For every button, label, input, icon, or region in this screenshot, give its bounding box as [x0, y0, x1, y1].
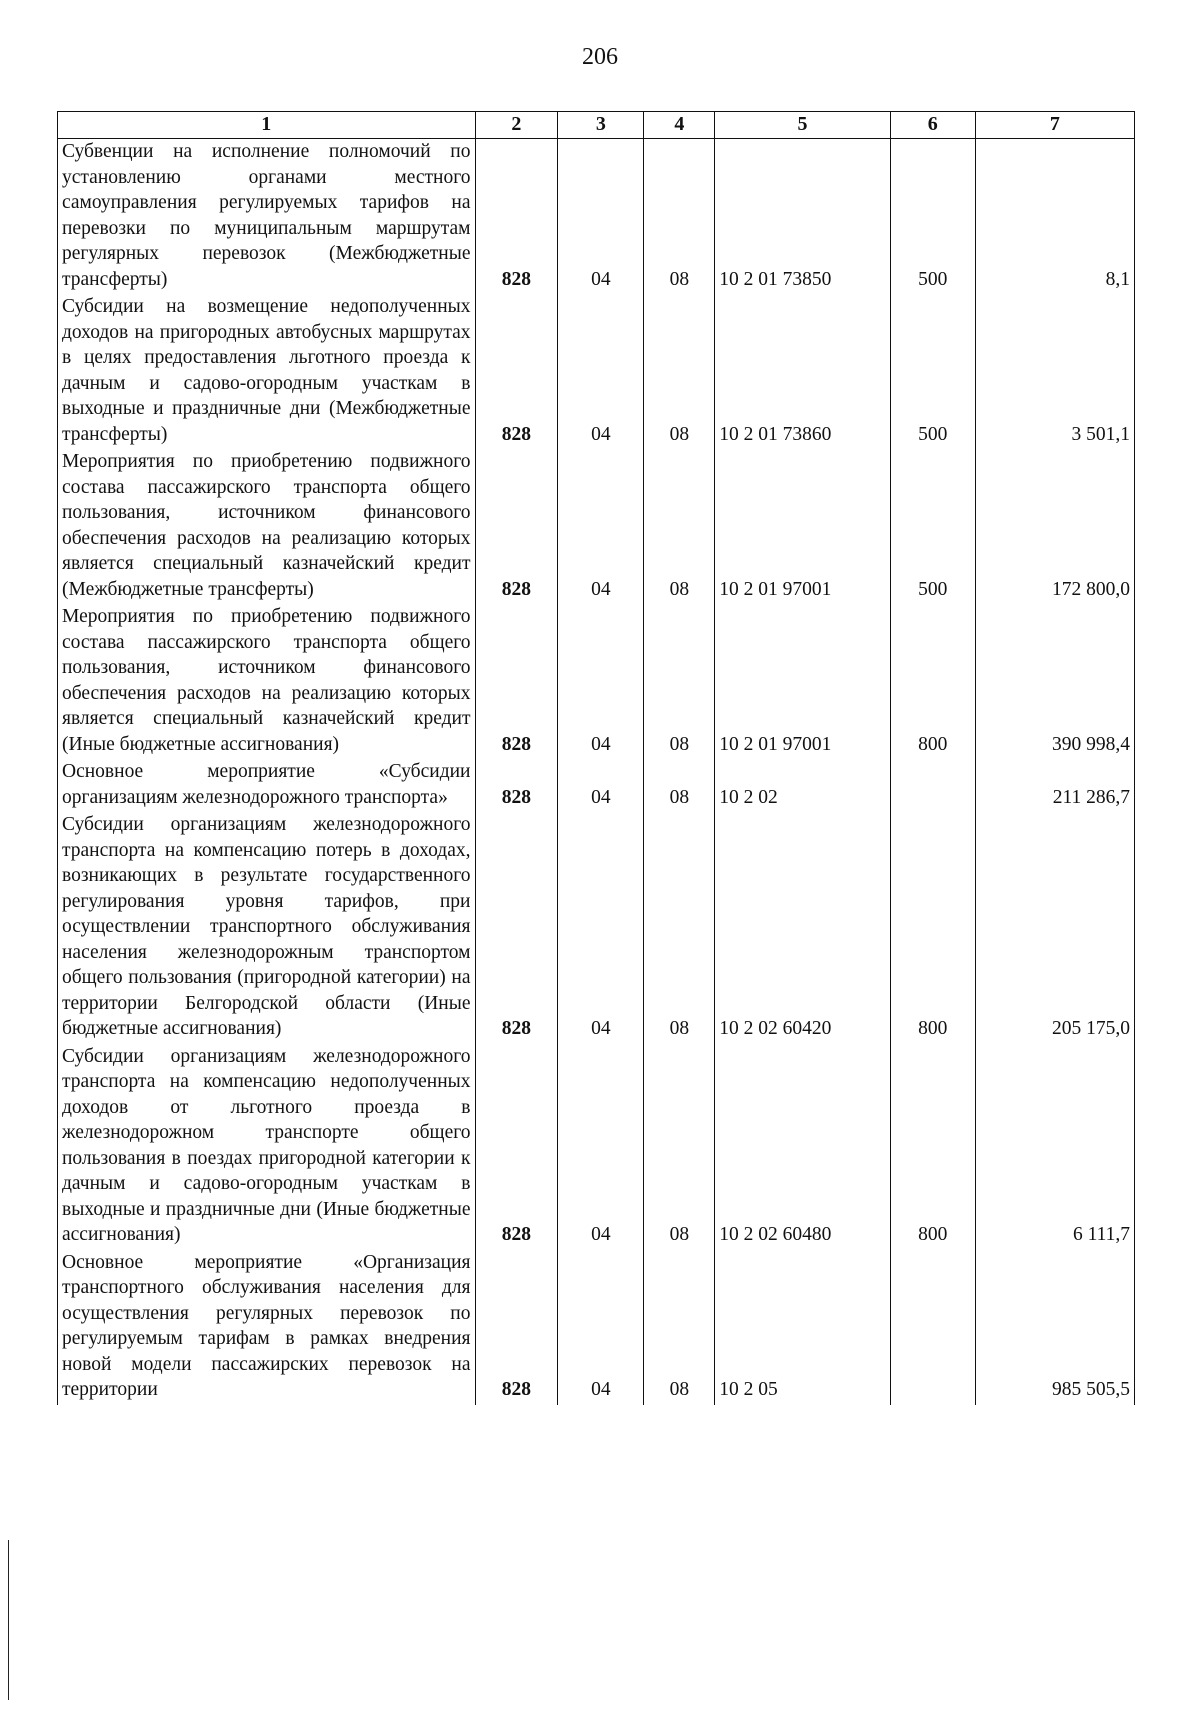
- row-expense-type: [890, 1250, 975, 1405]
- header-col-3: 3: [558, 112, 644, 139]
- row-section: 04: [558, 1250, 644, 1405]
- table-row: [58, 449, 1135, 604]
- row-description: Субсидии на возмещение недополученных доходов на пригородных автобусных маршрутах в целях предоставления льготного проезда к дачным и садово-огородным участкам в выходные и праздничные дни (Межбюджетные трансферты): [58, 294, 476, 449]
- row-expense-type: 800: [890, 812, 975, 1044]
- header-col-1: 1: [58, 112, 476, 139]
- scan-margin-line: [8, 1540, 9, 1700]
- row-ministry-code: 828: [475, 604, 558, 759]
- row-expense-type: 500: [890, 294, 975, 449]
- row-ministry-code: 828: [475, 449, 558, 604]
- row-section: 04: [558, 604, 644, 759]
- row-section: 04: [558, 812, 644, 1044]
- table-row: [58, 1044, 1135, 1250]
- row-ministry-code: 828: [475, 1250, 558, 1405]
- header-col-7: 7: [975, 112, 1134, 139]
- table-row: [58, 604, 1135, 759]
- header-col-5: 5: [715, 112, 891, 139]
- row-article: 10 2 01 97001: [715, 604, 891, 759]
- row-expense-type: 500: [890, 139, 975, 295]
- row-description: Субсидии организациям железнодорожного транспорта на компенсацию потерь в доходах, возникающих в результате государственного регулирования уровня тарифов, при осуществлении транспортного обслуживания населения железнодорожным транспортом общего пользования (пригородной категории) на территории Белгородской области (Иные бюджетные ассигнования): [58, 812, 476, 1044]
- row-section: 04: [558, 139, 644, 295]
- row-description: Мероприятия по приобретению подвижного состава пассажирского транспорта общего пользования, источником финансового обеспечения расходов на реализацию которых является специальный казначейский кредит (Иные бюджетные ассигнования): [58, 604, 476, 759]
- row-section: 04: [558, 294, 644, 449]
- row-section: 04: [558, 759, 644, 812]
- row-ministry-code: 828: [475, 139, 558, 295]
- row-section: 04: [558, 449, 644, 604]
- header-row: [58, 112, 1135, 139]
- row-amount: 8,1: [975, 139, 1134, 295]
- table-row: [58, 139, 1135, 295]
- table-row: [58, 812, 1135, 1044]
- row-ministry-code: 828: [475, 1044, 558, 1250]
- row-article: 10 2 01 73860: [715, 294, 891, 449]
- header-col-6: 6: [890, 112, 975, 139]
- row-article: 10 2 02 60480: [715, 1044, 891, 1250]
- row-expense-type: [890, 759, 975, 812]
- row-subsection: 08: [644, 759, 715, 812]
- row-subsection: 08: [644, 812, 715, 1044]
- row-article: 10 2 02: [715, 759, 891, 812]
- row-subsection: 08: [644, 1250, 715, 1405]
- row-subsection: 08: [644, 449, 715, 604]
- table-row: [58, 294, 1135, 449]
- row-amount: 205 175,0: [975, 812, 1134, 1044]
- row-subsection: 08: [644, 139, 715, 295]
- table-row: [58, 1250, 1135, 1405]
- row-article: 10 2 01 73850: [715, 139, 891, 295]
- row-amount: 211 286,7: [975, 759, 1134, 812]
- row-description: Субсидии организациям железнодорожного транспорта на компенсацию недополученных доходов от льготного проезда в железнодорожном транспорте общего пользования в поездах пригородной категории к дачным и садово-огородным участкам в выходные и праздничные дни (Иные бюджетные ассигнования): [58, 1044, 476, 1250]
- row-subsection: 08: [644, 1044, 715, 1250]
- row-expense-type: 800: [890, 1044, 975, 1250]
- row-ministry-code: 828: [475, 294, 558, 449]
- page-number: 206: [582, 44, 618, 70]
- row-amount: 6 111,7: [975, 1044, 1134, 1250]
- row-ministry-code: 828: [475, 759, 558, 812]
- row-description: Основное мероприятие «Субсидии организациям железнодорожного транспорта»: [58, 759, 476, 812]
- row-subsection: 08: [644, 294, 715, 449]
- table-body: [58, 139, 1135, 1405]
- row-description: Основное мероприятие «Организация транспортного обслуживания населения для осуществления регулярных перевозок по регулируемым тарифам в рамках внедрения новой модели пассажирских перевозок на территории: [58, 1250, 476, 1405]
- table-header: [58, 112, 1135, 139]
- budget-table: [57, 111, 1135, 1405]
- header-col-4: 4: [644, 112, 715, 139]
- header-col-2: 2: [475, 112, 558, 139]
- row-ministry-code: 828: [475, 812, 558, 1044]
- row-amount: 985 505,5: [975, 1250, 1134, 1405]
- row-section: 04: [558, 1044, 644, 1250]
- row-amount: 390 998,4: [975, 604, 1134, 759]
- row-amount: 3 501,1: [975, 294, 1134, 449]
- row-article: 10 2 05: [715, 1250, 891, 1405]
- row-expense-type: 500: [890, 449, 975, 604]
- row-description: Мероприятия по приобретению подвижного состава пассажирского транспорта общего пользования, источником финансового обеспечения расходов на реализацию которых является специальный казначейский кредит (Межбюджетные трансферты): [58, 449, 476, 604]
- row-subsection: 08: [644, 604, 715, 759]
- row-expense-type: 800: [890, 604, 975, 759]
- row-article: 10 2 02 60420: [715, 812, 891, 1044]
- row-description: Субвенции на исполнение полномочий по установлению органами местного самоуправления регулируемых тарифов на перевозки по муниципальным маршрутам регулярных перевозок (Межбюджетные трансферты): [58, 139, 476, 295]
- row-article: 10 2 01 97001: [715, 449, 891, 604]
- row-amount: 172 800,0: [975, 449, 1134, 604]
- table-row: [58, 759, 1135, 812]
